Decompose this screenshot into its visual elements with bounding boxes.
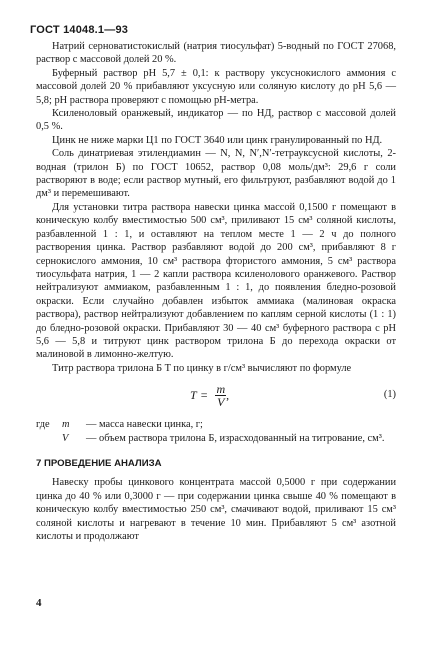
where-spacer bbox=[36, 432, 56, 445]
page-number: 4 bbox=[36, 597, 42, 609]
document-body bbox=[36, 40, 396, 543]
formula-number: (1) bbox=[383, 389, 396, 401]
formula-lhs: T bbox=[190, 387, 197, 402]
paragraph: Буферный раствор рН 5,7 ± 0,1: к раствору уксуснокислого аммония с массовой долей 20 % прибавляют уксусную или соляную кислоту до рН 5,6 — 5,8; рН раствора проверяют с помощью рН-метра. bbox=[36, 67, 396, 106]
variable-symbol: V bbox=[62, 432, 69, 444]
dash: — bbox=[86, 419, 97, 431]
variable-text: объем раствора трилона Б, израсходованный на титрование, см³. bbox=[99, 432, 385, 444]
where-label: где bbox=[36, 419, 50, 431]
paragraph: Цинк не ниже марки Ц1 по ГОСТ 3640 или цинк гранулированный по НД. bbox=[52, 134, 383, 146]
formula-equals: = bbox=[200, 387, 208, 402]
formula bbox=[36, 380, 396, 414]
document-header: ГОСТ 14048.1—93 bbox=[30, 24, 129, 36]
paragraph: Титр раствора трилона Б T по цинку в г/см³ вычисляют по формуле bbox=[52, 362, 352, 374]
paragraph: Для установки титра раствора навески цинка массой 0,1500 г помещают в коническую колбу вместимостью 500 см³, приливают 15 см³ соляной кислоты, разбавленной 1 : 1, и оставляют на теплом месте 1 — 2 ч до полного растворения цинка. Раствор разбавляют водой до 200 см³, прибавляют 8 г сернокислого аммония, 10 см³ раствора фтористого аммония, 5 см³ раствора тиосульфата натрия, 1 — 2 капли раствора ксиленолового оранжевого. Раствор нейтрализуют аммиаком, разбавленным 1 : 1, до появления бледно-розовой окраски. Если случайно добавлен избыток аммиака (малиновая окраска раствора), раствор нейтрализуют добавлением по каплям серной кислоты (1 : 1) до бледно-розовой окраски. Прибавляют 30 — 40 см³ буферного раствора с рН 5,6 — 5,8 и титруют цинк раствором трилона Б до перехода окраски от малиновой в лимонно-желтую. bbox=[36, 201, 396, 361]
formula-expression bbox=[190, 383, 229, 408]
paragraph: Соль динатриевая этилендиамин — N, N, N′,N′-тетрауксусной кислоты, 2-водная (трилон Б) по ГОСТ 10652, раствор 0,08 моль/дм³: 29,6 г соли растворяют в воде; если раствор мутный, его фильтруют, разбавляют водой до 1 дм³ и перемешивают. bbox=[36, 148, 396, 200]
paragraph: Ксиленоловый оранжевый, индикатор — по НД, раствор с массовой долей 0,5 %. bbox=[36, 108, 396, 133]
dash: — bbox=[86, 432, 97, 444]
variable-definitions bbox=[36, 418, 396, 445]
formula-numerator: m bbox=[216, 382, 226, 397]
paragraph: Навеску пробы цинкового концентрата массой 0,5000 г при содержании цинка до 40 % или 0,3000 г — при содержании цинка свыше 40 % помещают в коническую колбу вместимостью 250 см³, смачивают водой, приливают 15 см³ соляной кислоты и нагревают в течение 10 мин. Прибавляют 5 см³ азотной кислоты и продолжают bbox=[36, 477, 396, 542]
section-title: 7 ПРОВЕДЕНИЕ АНАЛИЗА bbox=[36, 457, 162, 469]
paragraph: Натрий серноватистокислый (натрия тиосульфат) 5-водный по ГОСТ 27068, раствор с массовой долей 20 %. bbox=[36, 41, 396, 66]
variable-description bbox=[86, 432, 396, 445]
variable-description bbox=[86, 418, 396, 431]
formula-fraction bbox=[215, 383, 226, 408]
formula-tail: , bbox=[226, 387, 230, 402]
variable-text: масса навески цинка, г; bbox=[99, 419, 203, 431]
formula-denominator: V bbox=[217, 395, 225, 410]
variable-symbol: m bbox=[62, 419, 70, 431]
